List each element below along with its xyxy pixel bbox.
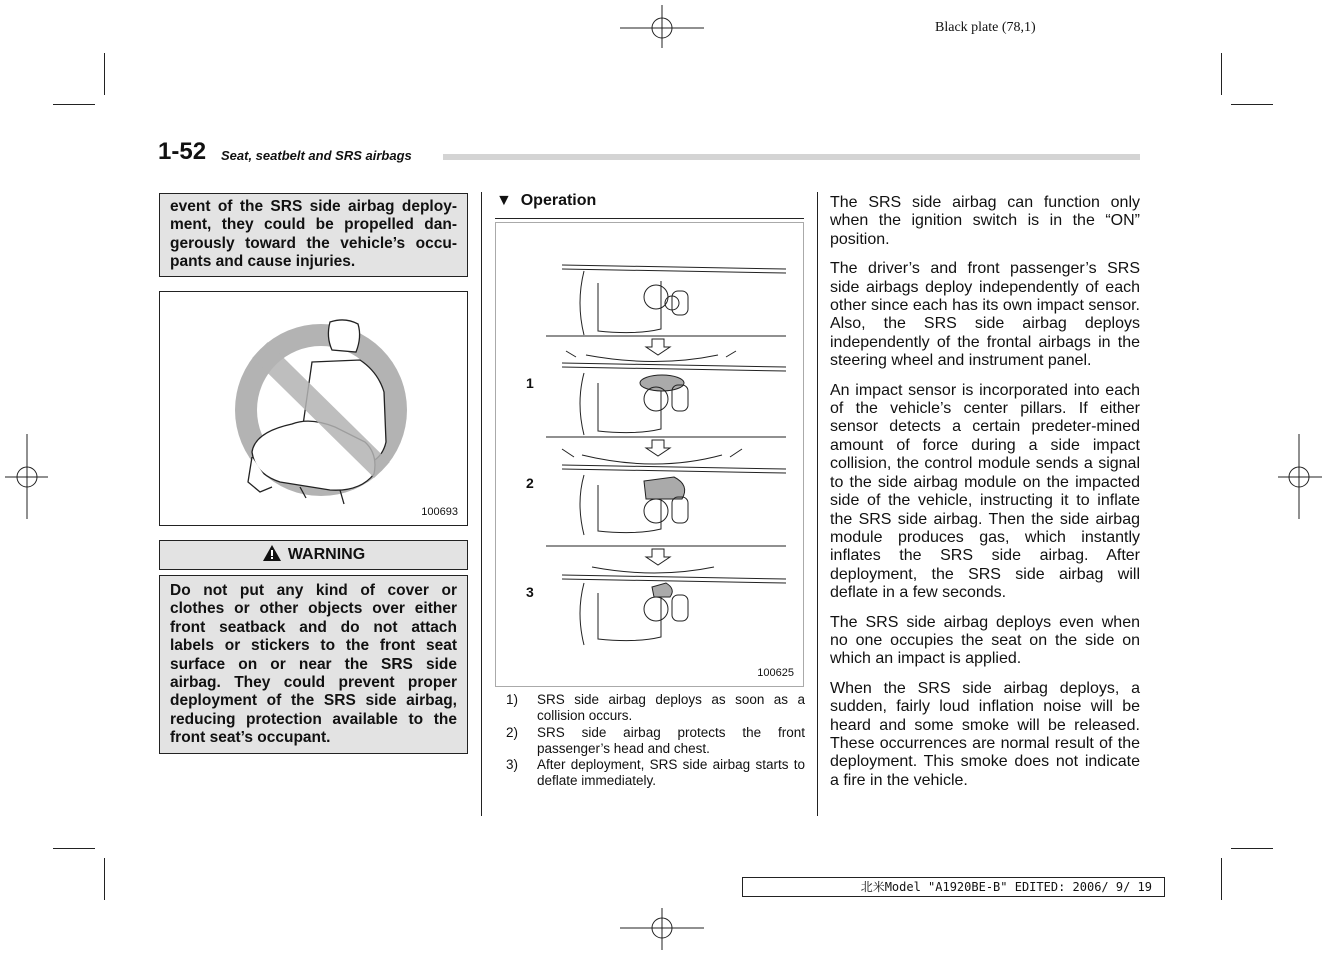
airbag-operation-figure [495,222,804,687]
caption-item [506,725,805,757]
warning-box [159,575,468,754]
caution-continuation-box [159,193,468,277]
step-label: 1 [526,375,534,391]
paragraph: When the SRS side airbag deploys, a sudden, fairly loud inflation noise will be heard and some smoke will be released. These occurrences are normal result of the deployment. This smoke does not indicate a fire in the vehicle. [830,679,1140,789]
warning-header [159,540,468,570]
airbag-deployment-sequence-illustration [496,223,803,686]
caption-number: 3) [506,757,519,772]
footer-edit-label: 北米Model "A1920BE-B" EDITED: 2006/ 9/ 19 [742,877,1165,897]
seat-cover-prohibition-figure [159,291,468,526]
caption-item [506,692,805,724]
warning-text: Do not put any kind of cover or clothes or other objects over either front seatback and do not attach labels or stickers to the front seat surface on or near the SRS side airbag. They could prevent proper deployment of the SRS side airbag, reducing protection available to the front seat’s occupant. [170,582,457,747]
caption-number: 1) [506,692,519,707]
section-title: Seat, seatbelt and SRS airbags [221,148,412,163]
body-text [830,194,1140,801]
paragraph: The SRS side airbag deploys even when no one occupies the seat on the side on which an impact is applied. [830,613,1140,668]
caption-text: After deployment, SRS side airbag starts to deflate immediately. [537,757,805,788]
step-label: 3 [526,584,534,600]
figure-code: 100693 [421,506,458,518]
heading-rule [495,218,804,219]
column-divider [817,192,818,816]
warning-triangle-icon [262,544,282,562]
no-seat-cover-illustration [160,292,467,525]
paragraph: The driver’s and front passenger’s SRS side airbags deploy independently of each other since each has its own impact sensor. Also, the SRS side airbag deploys independently of the frontal airbags in the steering wheel and instrument panel. [830,260,1140,370]
plate-label: Black plate (78,1) [935,20,1036,35]
paragraph: The SRS side airbag can function only when the ignition switch is in the “ON” position. [830,194,1140,248]
caption-text: SRS side airbag protects the front passenger’s head and chest. [537,725,805,756]
caption-number: 2) [506,725,519,740]
step-label: 2 [526,475,534,491]
paragraph: An impact sensor is incorporated into each of the vehicle’s center pillars. If either sensor detects a certain predeter-mined amount of force during a side impact collision, the control module sends a signal to the side airbag module on the impacted side of the vehicle, instructing it to inflate the SRS side airbag. Then the side airbag module produces gas, which instantly inflates the SRS side airbag. After deployment, the SRS side airbag will deflate in a few seconds. [830,381,1140,602]
operation-heading [496,192,596,210]
caption-item [506,757,805,789]
column-divider [481,192,482,816]
section-marker-icon: ▼ [496,192,512,209]
warning-title: WARNING [287,546,366,563]
caution-text: event of the SRS side airbag deploy-ment, they could be propelled dan-gerously toward the vehicle’s occu-pants and cause injuries. [170,198,457,271]
operation-title: Operation [520,192,597,209]
page-number: 1-52 [158,138,207,165]
caption-text: SRS side airbag deploys as soon as a collision occurs. [537,692,805,723]
figure-code: 100625 [757,667,794,679]
